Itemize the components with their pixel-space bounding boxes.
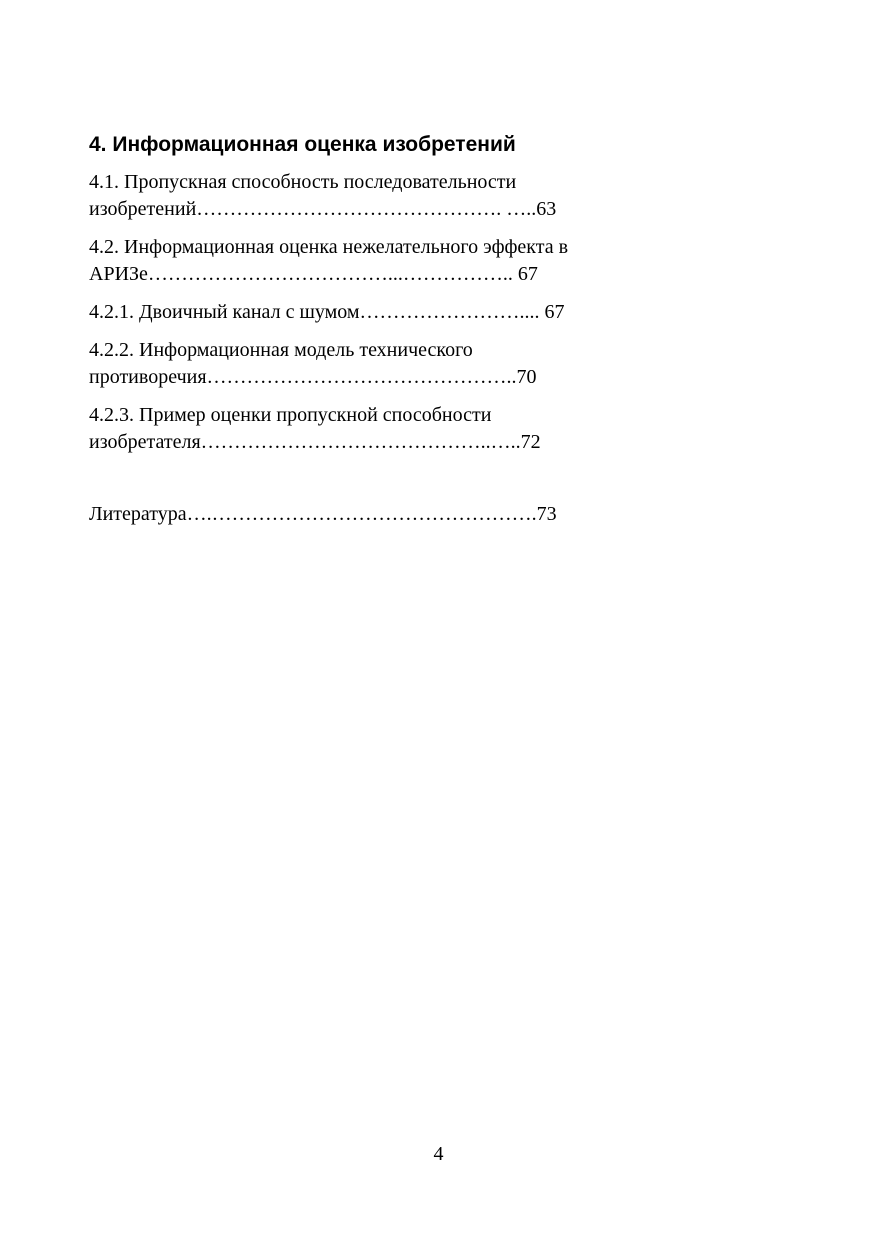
toc-entry-4-2[interactable] bbox=[89, 234, 689, 288]
toc-entry-literature[interactable] bbox=[89, 501, 689, 528]
toc-entry-title: 4.2.2. Информационная модель технического bbox=[89, 339, 473, 361]
toc-entry-4-1[interactable] bbox=[89, 169, 689, 223]
page-number: 4 bbox=[433, 1143, 444, 1165]
toc-entry-title: 4.1. Пропускная способность последовательности bbox=[89, 171, 517, 193]
toc-entry-4-2-1[interactable] bbox=[89, 299, 689, 326]
toc-entry-4-2-2[interactable] bbox=[89, 337, 689, 391]
table-of-contents bbox=[89, 131, 689, 539]
toc-entry-title: 4.2.1. Двоичный канал с шумом…………………….... 67 bbox=[89, 301, 565, 323]
toc-entry-title: 4.2.3. Пример оценки пропускной способности bbox=[89, 404, 492, 426]
toc-entry-title-continuation: изобретений………………………………………. …..63 bbox=[89, 198, 557, 220]
toc-entry-title: 4.2. Информационная оценка нежелательного эффекта в bbox=[89, 236, 569, 258]
toc-entry-title-continuation: противоречия………………………………………..70 bbox=[89, 366, 537, 388]
toc-entry-title: Литература….………………………………………….73 bbox=[89, 503, 557, 525]
toc-entry-title-continuation: изобретателя……………………………………..…..72 bbox=[89, 431, 541, 453]
toc-entry-4-2-3[interactable] bbox=[89, 402, 689, 456]
toc-entry-title-continuation: АРИЗе………………………………...…………….. 67 bbox=[89, 263, 538, 285]
chapter-heading: 4. Информационная оценка изобретений bbox=[89, 133, 516, 156]
